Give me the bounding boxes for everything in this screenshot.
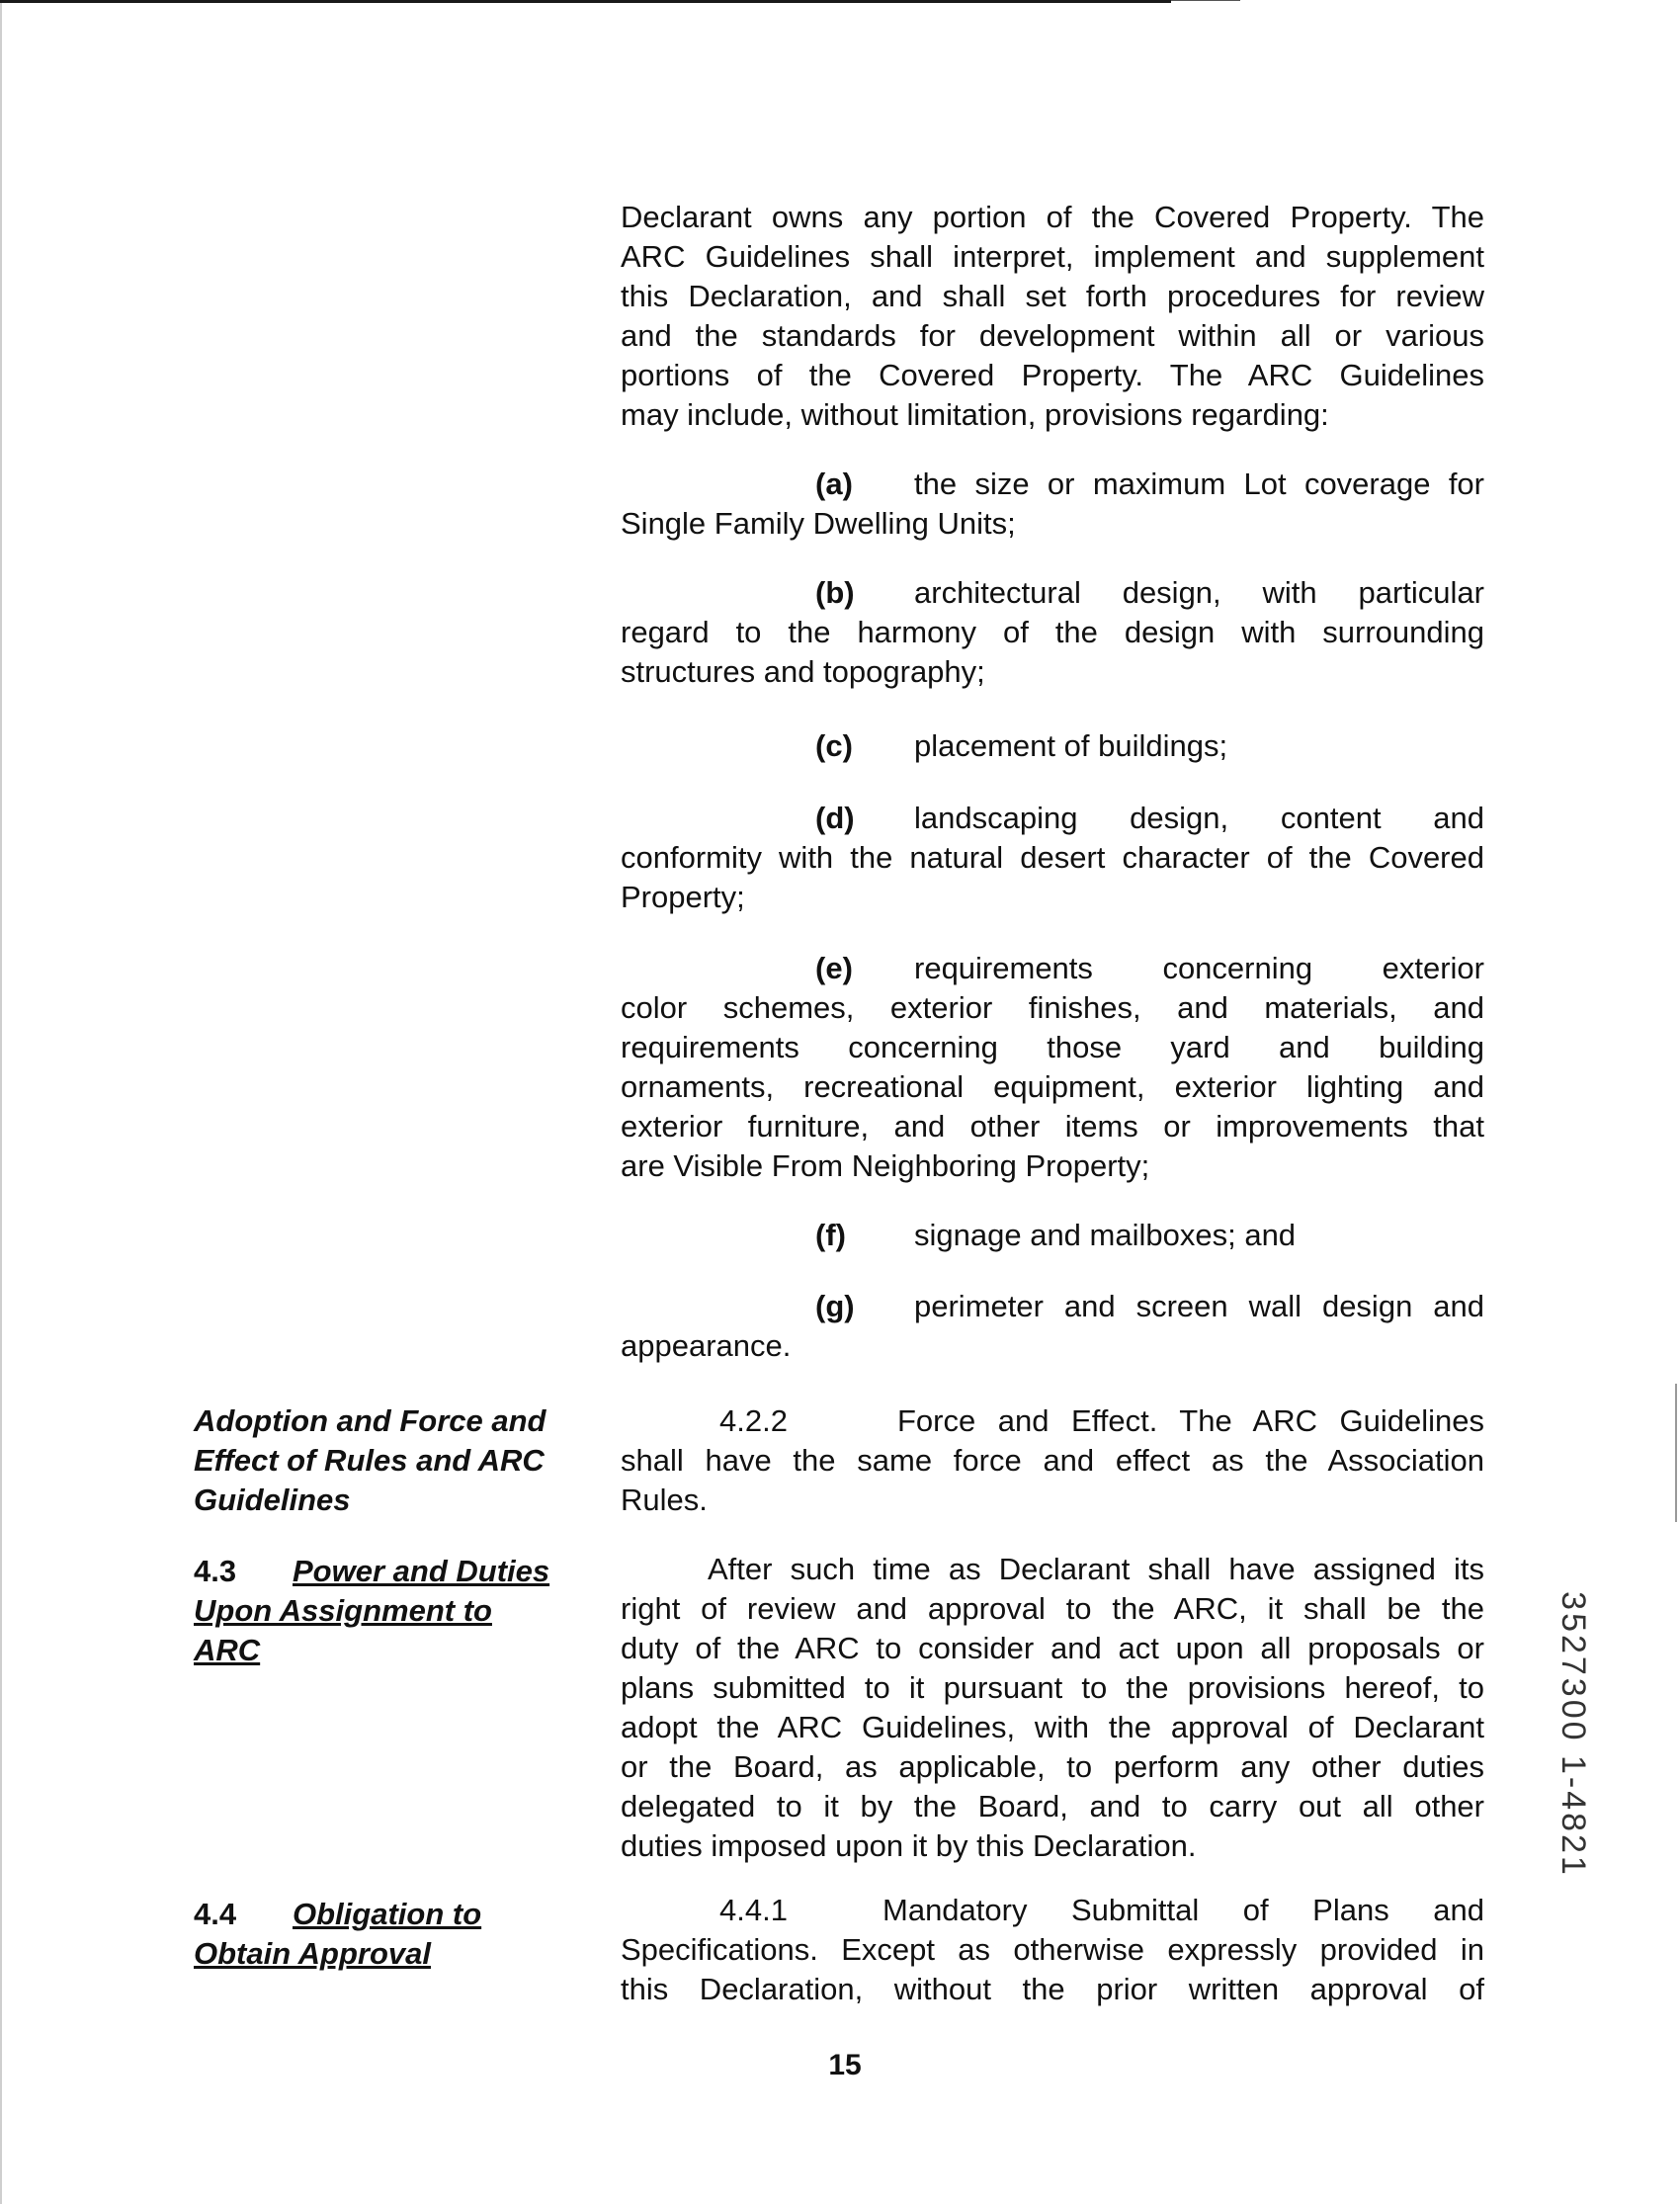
side-heading-adoption: Adoption and Force and Effect of Rules and ARC Guidelines — [194, 1403, 546, 1517]
para-number: 4.4.1 — [719, 1893, 788, 1927]
intro-paragraph — [621, 198, 1484, 435]
list-item-b — [621, 573, 1484, 692]
text-line: or the Board, as applicable, to perform any other duties — [621, 1749, 1484, 1784]
text-line: 4.4.1 Mandatory Submittal of Plans and — [621, 1891, 1484, 1930]
text-line: Specifications. Except as otherwise expressly provided in — [621, 1932, 1484, 1967]
text-line: structures and topography; — [621, 654, 985, 689]
text-line: Property; — [621, 880, 745, 914]
text-line: plans submitted to it pursuant to the provisions hereof, to — [621, 1670, 1484, 1705]
para-number: 4.2.2 — [719, 1403, 788, 1438]
item-label: (b) — [815, 575, 855, 610]
list-item-f — [621, 1216, 1484, 1255]
side-heading-4-4: 4.4 Obligation to Obtain Approval — [194, 1897, 482, 1971]
text-line: delegated to it by the Board, and to carry out all other — [621, 1789, 1484, 1823]
list-item-a — [621, 465, 1484, 544]
text-line: duty of the ARC to consider and act upon all proposals or — [621, 1631, 1484, 1665]
scan-left-edge — [0, 0, 2, 2204]
text-line: this Declaration, and shall set forth procedures for review — [621, 279, 1484, 313]
paragraph-4-3 — [621, 1550, 1484, 1866]
item-label: (d) — [815, 801, 855, 835]
text-line: and the standards for development within all or various — [621, 318, 1484, 353]
list-item-c — [621, 726, 1484, 766]
text-line: exterior furniture, and other items or improvements that — [621, 1109, 1484, 1144]
section-number: 4.4 — [194, 1897, 237, 1931]
item-label: (f) — [815, 1218, 846, 1252]
text-line: this Declaration, without the prior written approval of — [621, 1972, 1484, 2006]
scan-top-rule — [0, 0, 1171, 3]
text-line: duties imposed upon it by this Declaration. — [621, 1828, 1197, 1863]
text-line: Single Family Dwelling Units; — [621, 506, 1016, 541]
text-line: conformity with the natural desert character of the Covered — [621, 840, 1484, 875]
text-line: adopt the ARC Guidelines, with the approval of Declarant — [621, 1710, 1484, 1744]
text-line: may include, without limitation, provisions regarding: — [621, 397, 1329, 432]
text-line: (f) signage and mailboxes; and — [621, 1216, 1484, 1255]
page-number: 15 — [828, 2049, 862, 2081]
text-line: Declarant owns any portion of the Covered Property. The — [621, 200, 1484, 234]
text-line: (b) architectural design, with particular — [621, 573, 1484, 613]
list-item-g — [621, 1287, 1484, 1366]
item-label: (c) — [815, 728, 853, 763]
text-line: portions of the Covered Property. The ARC Guidelines — [621, 358, 1484, 392]
text-line: regard to the harmony of the design with surrounding — [621, 615, 1484, 649]
text-line: right of review and approval to the ARC, it shall be the — [621, 1591, 1484, 1626]
text-line: appearance. — [621, 1328, 792, 1363]
text-line: (a) the size or maximum Lot coverage for — [621, 465, 1484, 504]
paragraph-4-4-1 — [621, 1891, 1484, 2009]
item-label: (e) — [815, 951, 853, 985]
list-item-d — [621, 799, 1484, 917]
text-line: requirements concerning those yard and building — [621, 1030, 1484, 1064]
list-item-e — [621, 949, 1484, 1186]
scan-top-rule-tail — [1171, 0, 1240, 1]
text-line: (c) placement of buildings; — [621, 726, 1484, 766]
side-heading-4-3: 4.3 Power and Duties Upon Assignment to ARC — [194, 1554, 550, 1667]
text-line: Rules. — [621, 1483, 708, 1517]
scan-right-edge — [1675, 1384, 1677, 1522]
text-line: (e) requirements concerning exterior — [621, 949, 1484, 988]
text-line: 4.2.2 Force and Effect. The ARC Guidelines — [621, 1401, 1484, 1441]
text-line: (d) landscaping design, content and — [621, 799, 1484, 838]
text-line: are Visible From Neighboring Property; — [621, 1148, 1150, 1183]
item-label: (a) — [815, 466, 853, 501]
text-line: ornaments, recreational equipment, exterior lighting and — [621, 1069, 1484, 1104]
section-number: 4.3 — [194, 1554, 237, 1588]
paragraph-4-2-2 — [621, 1401, 1484, 1520]
text-line: ARC Guidelines shall interpret, implement and supplement — [621, 239, 1484, 274]
text-line: shall have the same force and effect as the Association — [621, 1443, 1484, 1478]
text-line: After such time as Declarant shall have assigned its — [708, 1552, 1484, 1586]
recording-stamp: 3527300 1-4821 — [1554, 1591, 1592, 1878]
item-label: (g) — [815, 1289, 855, 1323]
text-line: color schemes, exterior finishes, and materials, and — [621, 990, 1484, 1025]
text-line: (g) perimeter and screen wall design and — [621, 1287, 1484, 1326]
